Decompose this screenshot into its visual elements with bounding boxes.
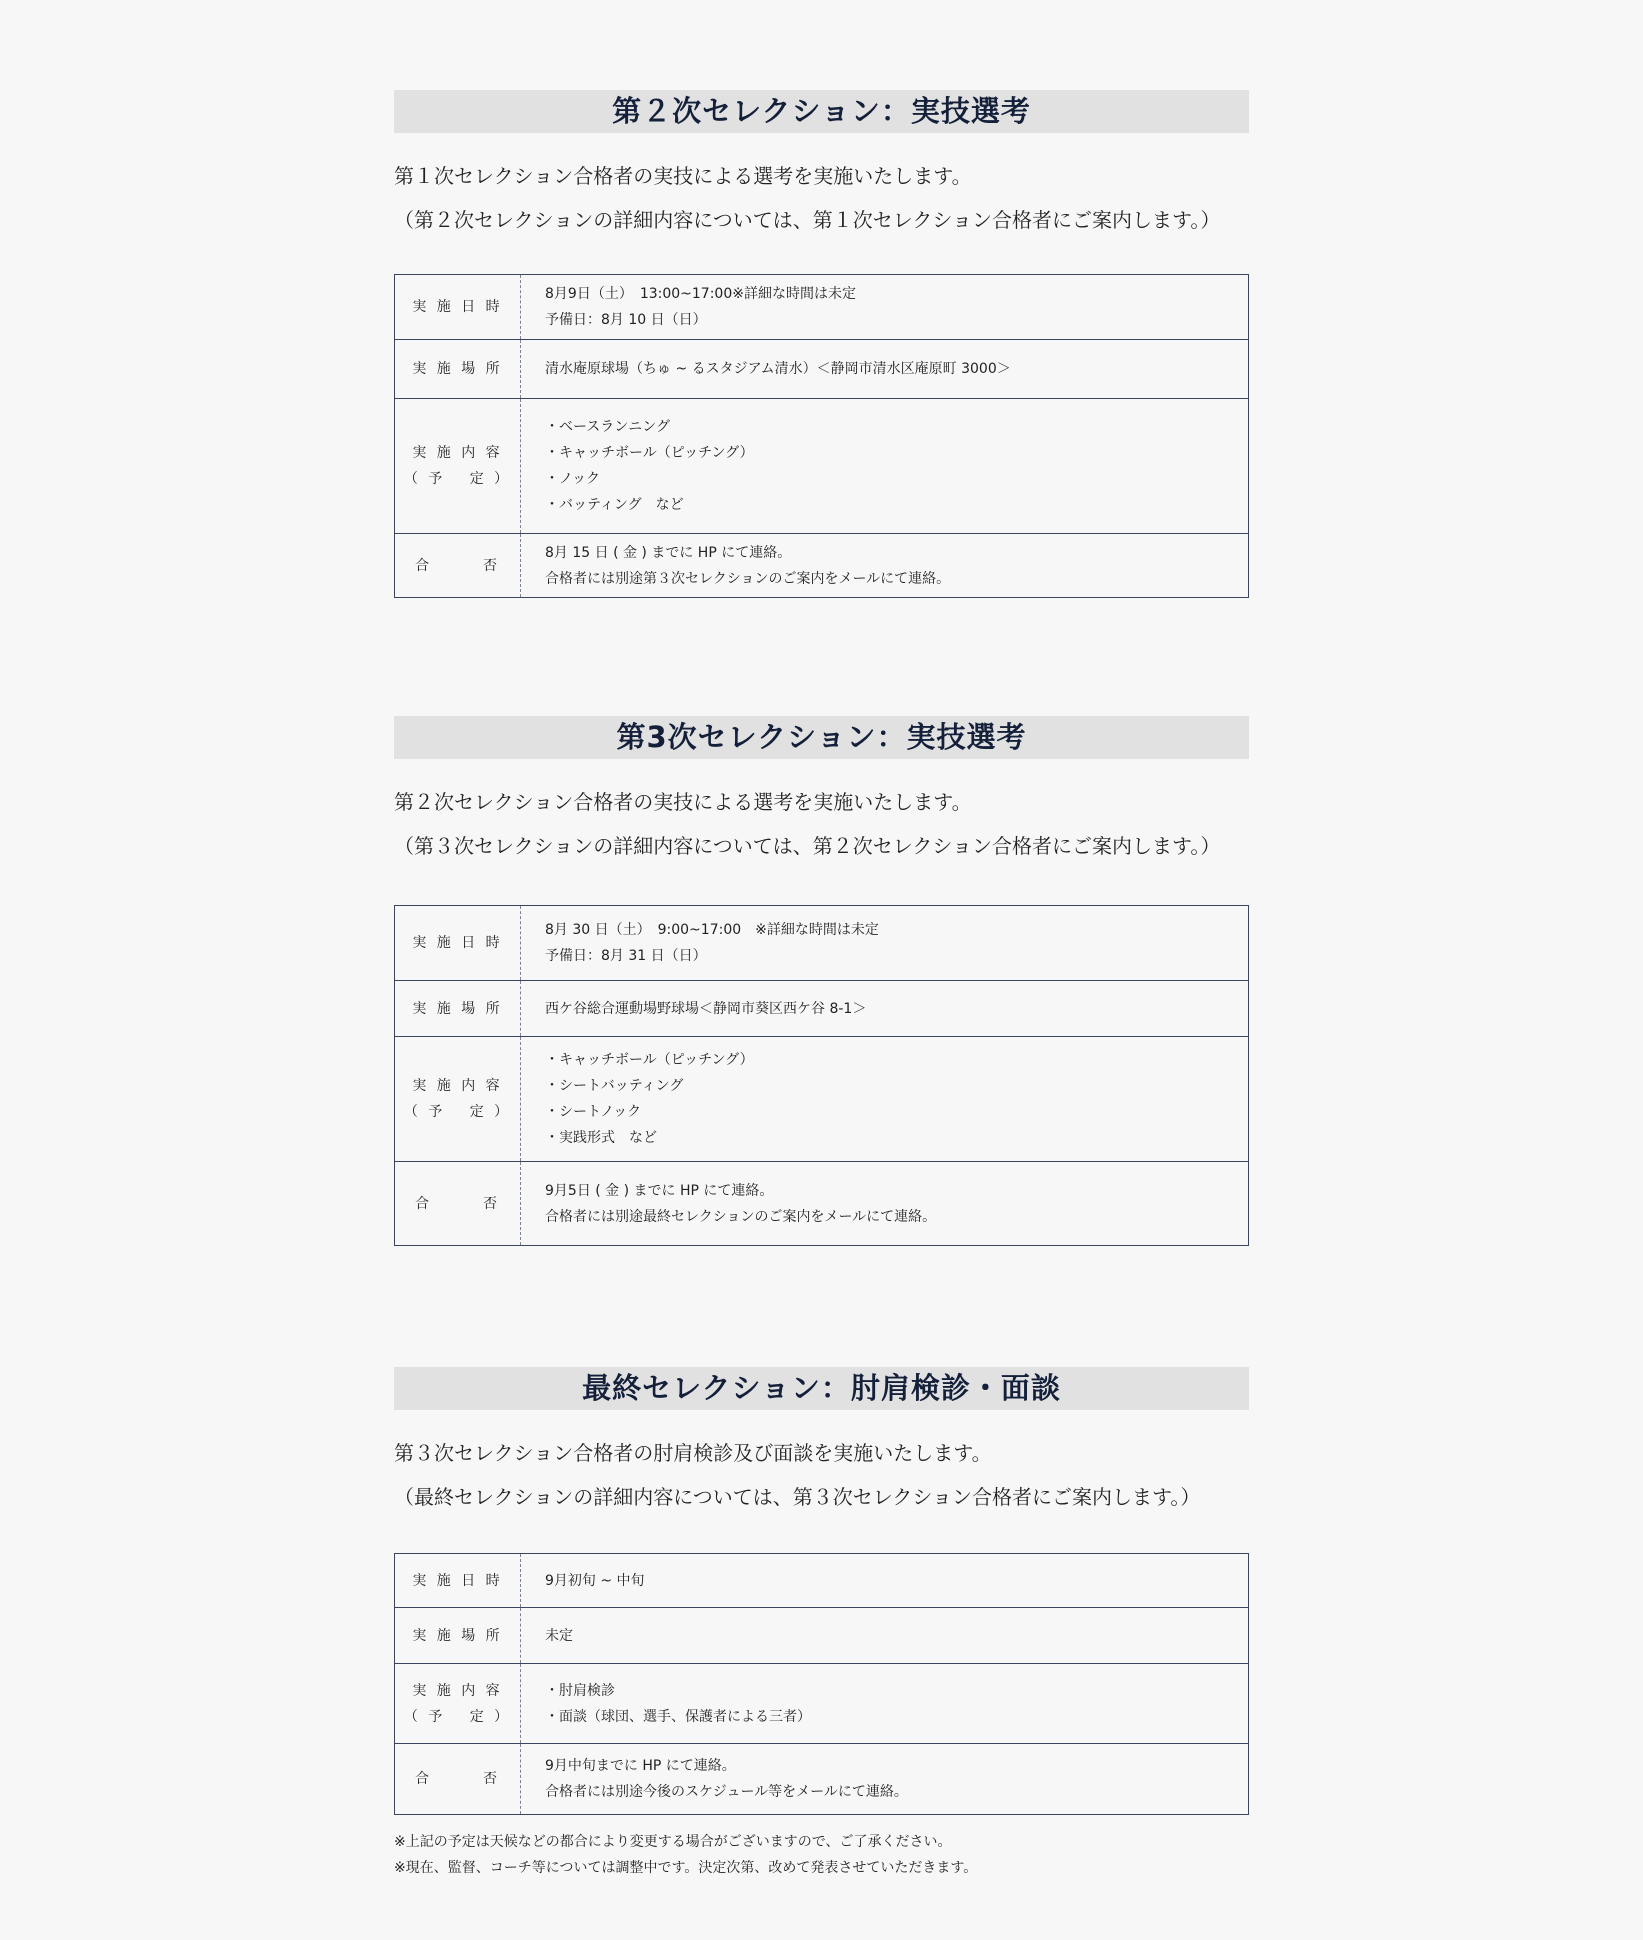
row-value: ・キャッチボール（ピッチング） ・シートバッティング ・シートノック ・実践形式 など bbox=[521, 1037, 1249, 1162]
section-intro-line1: 第１次セレクション合格者の実技による選考を実施いたします。 bbox=[394, 164, 972, 188]
section-title: 最終セレクション：肘肩検診・面談 bbox=[394, 1367, 1249, 1410]
section-2nd-selection bbox=[394, 90, 1249, 587]
schedule-table bbox=[394, 274, 1249, 598]
row-label: 合 否 bbox=[395, 1744, 521, 1815]
table-row-date bbox=[395, 1554, 1249, 1608]
row-label: 合 否 bbox=[395, 534, 521, 598]
row-label: 実 施 日 時 bbox=[395, 1554, 521, 1608]
row-value: 8月 15 日 ( 金 ) までに HP にて連絡。 合格者には別途第３次セレクションのご案内をメールにて連絡。 bbox=[521, 534, 1249, 598]
table-row-result bbox=[395, 534, 1249, 598]
row-label: 実 施 内 容 （ 予 定 ） bbox=[395, 399, 521, 534]
row-label: 実 施 内 容 （ 予 定 ） bbox=[395, 1664, 521, 1744]
footnotes bbox=[394, 1829, 977, 1881]
row-label: 実 施 日 時 bbox=[395, 275, 521, 340]
footnote: ※上記の予定は天候などの都合により変更する場合がございますので、ご了承ください。 bbox=[394, 1834, 952, 1850]
section-3rd-selection bbox=[394, 716, 1249, 1225]
table-row-venue bbox=[395, 981, 1249, 1037]
row-value: 未定 bbox=[521, 1608, 1249, 1664]
row-value: 9月初旬 ~ 中旬 bbox=[521, 1554, 1249, 1608]
row-value: 9月5日 ( 金 ) までに HP にて連絡。 合格者には別途最終セレクションのご案内をメールにて連絡。 bbox=[521, 1162, 1249, 1246]
section-title: 第２次セレクション：実技選考 bbox=[394, 90, 1249, 133]
row-label: 実 施 内 容 （ 予 定 ） bbox=[395, 1037, 521, 1162]
row-label: 実 施 場 所 bbox=[395, 981, 521, 1037]
section-intro-line1: 第２次セレクション合格者の実技による選考を実施いたします。 bbox=[394, 790, 972, 814]
table-row-result bbox=[395, 1162, 1249, 1246]
row-value: 西ケ谷総合運動場野球場＜静岡市葵区西ケ谷 8-1＞ bbox=[521, 981, 1249, 1037]
footnote: ※現在、監督、コーチ等については調整中です。決定次第、改めて発表させていただきます。 bbox=[394, 1860, 978, 1876]
section-intro-line2: （第３次セレクションの詳細内容については、第２次セレクション合格者にご案内します。） bbox=[394, 834, 1221, 858]
table-row-venue bbox=[395, 1608, 1249, 1664]
table-row-venue bbox=[395, 340, 1249, 399]
schedule-table bbox=[394, 1553, 1249, 1815]
section-intro-line1: 第３次セレクション合格者の肘肩検診及び面談を実施いたします。 bbox=[394, 1441, 992, 1465]
row-value: 9月中旬までに HP にて連絡。 合格者には別途今後のスケジュール等をメールにて連絡。 bbox=[521, 1744, 1249, 1815]
table-row-date bbox=[395, 906, 1249, 981]
section-final-selection bbox=[394, 1367, 1249, 1800]
row-label: 合 否 bbox=[395, 1162, 521, 1246]
section-title: 第3次セレクション：実技選考 bbox=[394, 716, 1249, 759]
row-label: 実 施 場 所 bbox=[395, 1608, 521, 1664]
row-value: 清水庵原球場（ちゅ ~ るスタジアム清水）＜静岡市清水区庵原町 3000＞ bbox=[521, 340, 1249, 399]
row-value: ・ベースランニング ・キャッチボール（ピッチング） ・ノック ・バッティング など bbox=[521, 399, 1249, 534]
row-label: 実 施 場 所 bbox=[395, 340, 521, 399]
table-row-result bbox=[395, 1744, 1249, 1815]
table-row-content bbox=[395, 1037, 1249, 1162]
row-label: 実 施 日 時 bbox=[395, 906, 521, 981]
table-row-content bbox=[395, 399, 1249, 534]
row-value: 8月9日（土） 13:00~17:00※詳細な時間は未定 予備日：8月 10 日（日） bbox=[521, 275, 1249, 340]
row-value: ・肘肩検診 ・面談（球団、選手、保護者による三者） bbox=[521, 1664, 1249, 1744]
table-row-content bbox=[395, 1664, 1249, 1744]
schedule-table bbox=[394, 905, 1249, 1246]
row-value: 8月 30 日（土） 9:00~17:00 ※詳細な時間は未定 予備日：8月 31 日（日） bbox=[521, 906, 1249, 981]
table-row-date bbox=[395, 275, 1249, 340]
section-intro-line2: （最終セレクションの詳細内容については、第３次セレクション合格者にご案内します。） bbox=[394, 1485, 1201, 1509]
section-intro-line2: （第２次セレクションの詳細内容については、第１次セレクション合格者にご案内します。） bbox=[394, 208, 1221, 232]
